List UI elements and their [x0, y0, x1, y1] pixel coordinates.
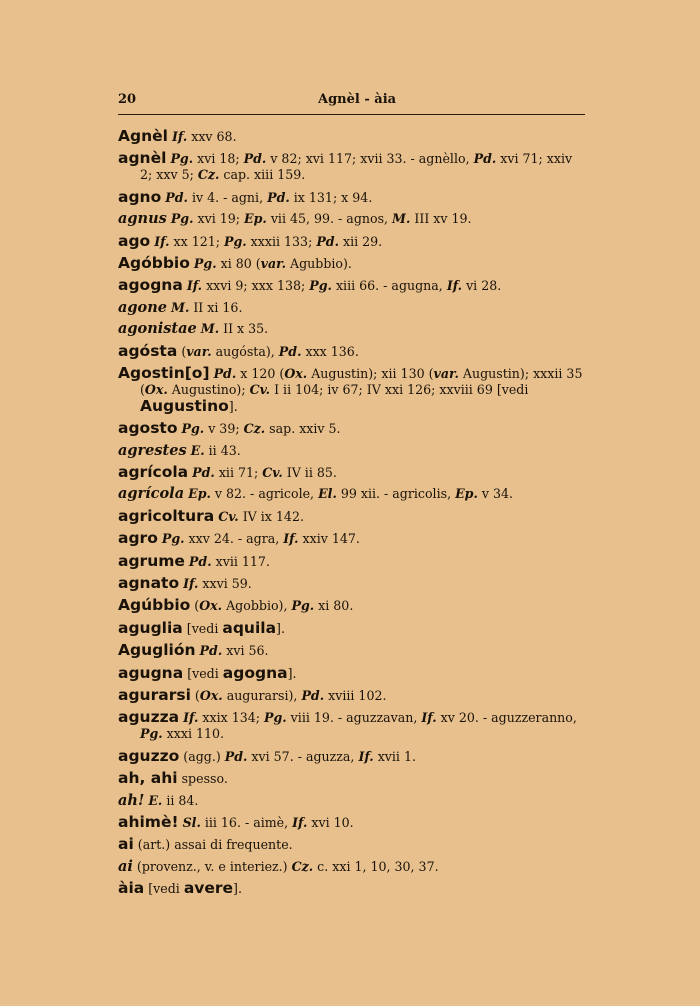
dictionary-entry [118, 211, 588, 227]
entry-text: xxvi 59. [198, 576, 252, 592]
entry-headword: agnato [118, 574, 180, 593]
entry-text: v 82; xvi 117; xvii 33. - agnèllo, [266, 151, 474, 167]
entry-text: xxv 68. [187, 129, 237, 144]
source-abbreviation: M. [200, 321, 220, 337]
source-abbreviation: If. [358, 748, 374, 764]
header-rule [118, 114, 585, 115]
entry-headword: agurarsi [118, 685, 191, 704]
entry-text: xviii 102. [324, 687, 387, 703]
source-abbreviation: Pg. [181, 421, 205, 437]
entry-text: xvi 18; [193, 151, 244, 167]
entry-text: xxx 136. [301, 343, 359, 359]
entry-text: augósta), [211, 343, 279, 359]
entry-headword: ahimè! [118, 812, 179, 831]
source-abbreviation: If. [183, 710, 199, 726]
source-abbreviation: Cv. [262, 465, 283, 481]
entry-headword: agnus [118, 210, 167, 228]
source-abbreviation: If. [292, 814, 308, 830]
entry-text: v 82. - agricole, [210, 486, 319, 502]
entry-text: ix 131; x 94. [289, 189, 373, 205]
dictionary-entry [118, 443, 588, 459]
entry-headword: agogna [118, 276, 183, 295]
dictionary-entry [118, 530, 588, 547]
dictionary-entry [118, 189, 588, 206]
dictionary-entry [118, 277, 588, 294]
dictionary-entry [118, 748, 588, 765]
entry-headword: agósta [118, 341, 178, 360]
running-title: Agnèl - àia [318, 92, 397, 107]
source-abbreviation: If. [446, 278, 463, 294]
entry-text: ( [190, 687, 200, 703]
entry-headword: agugna [118, 663, 184, 682]
entry-text: 99 xii. - agricolis, [336, 486, 456, 502]
source-abbreviation: var. [433, 365, 459, 381]
entry-text: augurarsi), [222, 687, 302, 703]
entry-text: xvi 19; [193, 211, 245, 227]
entry-text: ( [177, 343, 187, 359]
entry-headword: Agóbbio [118, 253, 190, 272]
entry-text: x 120 ( [236, 365, 285, 381]
entry-text: Agobbio), [222, 598, 292, 614]
dictionary-entry [118, 793, 588, 809]
entry-text: [vedi [182, 620, 223, 636]
entry-headword: agrícola [118, 485, 185, 503]
entry-text: xxix 134; [198, 710, 264, 726]
dictionary-entry [118, 575, 588, 592]
entry-headword: aguzzo [118, 746, 180, 765]
entry-text: spesso. [177, 771, 228, 787]
dictionary-entry [118, 642, 588, 659]
dictionary-entry [118, 486, 588, 502]
dictionary-entry [118, 880, 588, 897]
entry-headword: agone [118, 298, 167, 316]
source-abbreviation: Pg. [161, 531, 185, 547]
entry-text: sap. xxiv 5. [265, 421, 341, 437]
entry-headword: agricoltura [118, 506, 215, 525]
source-abbreviation: If. [154, 233, 170, 249]
entry-text: viii 19. - aguzzavan, [286, 710, 422, 726]
entry-text: ( [190, 598, 200, 614]
source-abbreviation: Ep. [188, 486, 211, 502]
source-abbreviation: El. [318, 486, 337, 502]
entry-text: Agubbio). [286, 255, 352, 271]
dictionary-entry [118, 665, 588, 682]
source-abbreviation: Ox. [199, 598, 223, 614]
entry-text: [vedi [183, 665, 223, 681]
source-abbreviation: Pg. [309, 278, 332, 294]
source-abbreviation: Ox. [199, 687, 223, 703]
entry-headword: ah! [118, 791, 145, 809]
entry-text: ]. [276, 620, 285, 636]
source-abbreviation: Pg. [140, 726, 163, 742]
entry-text: xxv 24. - agra, [184, 531, 284, 547]
source-abbreviation: Pg. [264, 710, 287, 726]
dictionary-entry [118, 255, 588, 272]
page-number: 20 [118, 92, 137, 107]
entry-text: [vedi [144, 881, 184, 897]
cross-reference: avere [183, 879, 234, 898]
entry-headword: ai [118, 857, 133, 875]
dictionary-entry [118, 859, 588, 875]
source-abbreviation: var. [260, 255, 287, 271]
source-abbreviation: Sl. [182, 814, 201, 830]
entry-text: xvi 10. [307, 814, 354, 830]
entry-headword: ago [118, 231, 151, 250]
source-abbreviation: Pd. [165, 189, 188, 205]
dictionary-entry [118, 814, 588, 831]
entry-text: v 39; [204, 421, 244, 437]
entry-text: ]. [233, 881, 242, 897]
source-abbreviation: Cz. [291, 858, 314, 874]
source-abbreviation: Ep. [455, 486, 478, 502]
cross-reference: Augustino [140, 396, 229, 415]
entry-text: (art.) assai di frequente. [133, 837, 293, 853]
source-abbreviation: Pd. [243, 151, 267, 167]
entry-text: xii 29. [338, 233, 383, 249]
source-abbreviation: M. [392, 211, 411, 227]
source-abbreviation: Pd. [192, 465, 215, 481]
source-abbreviation: Pd. [278, 343, 302, 359]
entry-headword: ah, ahi [118, 769, 178, 788]
entry-text: (provenz., v. e interiez.) [132, 858, 292, 874]
entry-text: xi 80 ( [216, 255, 261, 271]
entry-text: III xv 19. [410, 211, 472, 227]
source-abbreviation: Pd. [224, 748, 248, 764]
entry-text: xii 71; [214, 465, 263, 481]
entry-text: xvi 57. - aguzza, [247, 748, 359, 764]
entry-text: xvii 117. [211, 553, 270, 569]
entry-text: xx 121; [169, 233, 224, 249]
source-abbreviation: If. [421, 710, 437, 726]
entry-text: I ii 104; iv 67; IV xxi 126; xxviii 69 [vedi [270, 381, 529, 397]
dictionary-entry [118, 770, 588, 787]
entry-text: xxxi 110. [162, 726, 225, 742]
entry-text: Augustino); [167, 381, 250, 397]
entry-text: xvi 71; xxiv 2; xxv 5; [140, 151, 573, 183]
source-abbreviation: If. [183, 576, 199, 592]
entry-text: xvi 56. [222, 643, 269, 659]
source-abbreviation: M. [171, 299, 190, 315]
entry-headword: agro [118, 529, 158, 548]
entry-text: xv 20. - aguzzeranno, [436, 710, 577, 726]
source-abbreviation: Pd. [473, 151, 497, 167]
source-abbreviation: E. [190, 442, 205, 458]
entry-text: c. xxi 1, 10, 30, 37. [313, 858, 439, 874]
entry-text: (agg.) [179, 748, 225, 764]
source-abbreviation: Pg. [170, 151, 194, 167]
entry-text: iv 4. - agni, [187, 189, 268, 205]
dictionary-entry [118, 620, 588, 637]
entry-text: II x 35. [219, 321, 269, 337]
source-abbreviation: Ox. [144, 381, 168, 397]
entry-text: ]. [287, 665, 297, 681]
cross-reference: agogna [222, 663, 288, 682]
dictionary-entry [118, 553, 588, 570]
entry-headword: ai [118, 835, 134, 854]
dictionary-entry [118, 420, 588, 437]
entry-headword: agrume [118, 551, 185, 570]
source-abbreviation: Pd. [301, 687, 325, 703]
dictionary-entry [118, 836, 588, 853]
dictionary-entry [118, 150, 588, 183]
dictionary-entry [118, 128, 588, 145]
dictionary-entry [118, 709, 588, 742]
entry-headword: àia [118, 879, 145, 898]
entry-headword: agno [118, 187, 162, 206]
entry-headword: Agúbbio [118, 596, 191, 615]
source-abbreviation: Cz. [197, 167, 220, 183]
entry-text: cap. xiii 159. [219, 167, 306, 183]
entry-text: Augustin); xii 130 ( [307, 365, 434, 381]
entry-text: ]. [228, 398, 238, 414]
source-abbreviation: Pd. [213, 365, 237, 381]
entry-headword: Aguglión [118, 641, 196, 660]
entry-text: vii 45, 99. - agnos, [266, 211, 393, 227]
source-abbreviation: E. [148, 792, 163, 808]
source-abbreviation: Pg. [291, 598, 315, 614]
dictionary-entry [118, 321, 588, 337]
dictionary-entry [118, 365, 588, 415]
source-abbreviation: var. [186, 343, 212, 359]
entry-text: ii 43. [204, 442, 241, 458]
dictionary-entry [118, 464, 588, 481]
source-abbreviation: Pd. [199, 643, 223, 659]
source-abbreviation: Pd. [267, 189, 290, 205]
entry-headword: agonistae [118, 320, 197, 338]
cross-reference: aquila [222, 618, 277, 637]
entry-text: xxiv 147. [298, 531, 360, 547]
entry-headword: agosto [118, 419, 178, 438]
source-abbreviation: If. [186, 278, 203, 294]
entry-text: xi 80. [314, 598, 354, 614]
entry-text: xiii 66. - agugna, [331, 278, 447, 294]
source-abbreviation: Pd. [188, 553, 212, 569]
entry-text: IV ii 85. [282, 465, 337, 481]
source-abbreviation: Pg. [193, 255, 217, 271]
source-abbreviation: Pd. [316, 233, 339, 249]
entry-text: v 34. [477, 486, 514, 502]
entry-headword: Agnèl [118, 127, 168, 145]
entry-text: vi 28. [462, 278, 502, 294]
dictionary-entry [118, 343, 588, 360]
entry-text: II xi 16. [189, 299, 243, 315]
entry-headword: agrestes [118, 441, 187, 459]
entry-text: iii 16. - aimè, [200, 814, 293, 830]
entry-headword: agnèl [118, 149, 167, 168]
dictionary-entry [118, 508, 588, 525]
source-abbreviation: Cv. [218, 508, 239, 524]
source-abbreviation: Ox. [284, 365, 308, 381]
dictionary-entry [118, 300, 588, 316]
source-abbreviation: Pg. [223, 233, 247, 249]
source-abbreviation: Cz. [243, 421, 266, 437]
running-header [118, 92, 584, 112]
source-abbreviation: Pg. [170, 211, 194, 227]
entry-headword: Agostin[o] [118, 363, 210, 382]
entry-text: xvii 1. [373, 748, 416, 764]
entry-text: Augustin); xxxii 35 ( [140, 365, 583, 397]
entry-text: IV ix 142. [238, 508, 304, 524]
source-abbreviation: If. [283, 531, 299, 547]
dictionary-entry [118, 597, 588, 614]
dictionary-entry [118, 233, 588, 250]
entry-text: ii 84. [162, 792, 199, 808]
entry-text: xxxii 133; [246, 233, 317, 249]
entry-headword: aguglia [118, 618, 183, 637]
dictionary-entry [118, 687, 588, 704]
entry-list [118, 128, 588, 903]
source-abbreviation: Ep. [244, 211, 267, 227]
source-abbreviation: If. [171, 129, 188, 144]
entry-headword: aguzza [118, 708, 180, 727]
source-abbreviation: Cv. [249, 381, 271, 397]
entry-headword: agrícola [118, 463, 189, 482]
entry-text: xxvi 9; xxx 138; [202, 278, 310, 294]
